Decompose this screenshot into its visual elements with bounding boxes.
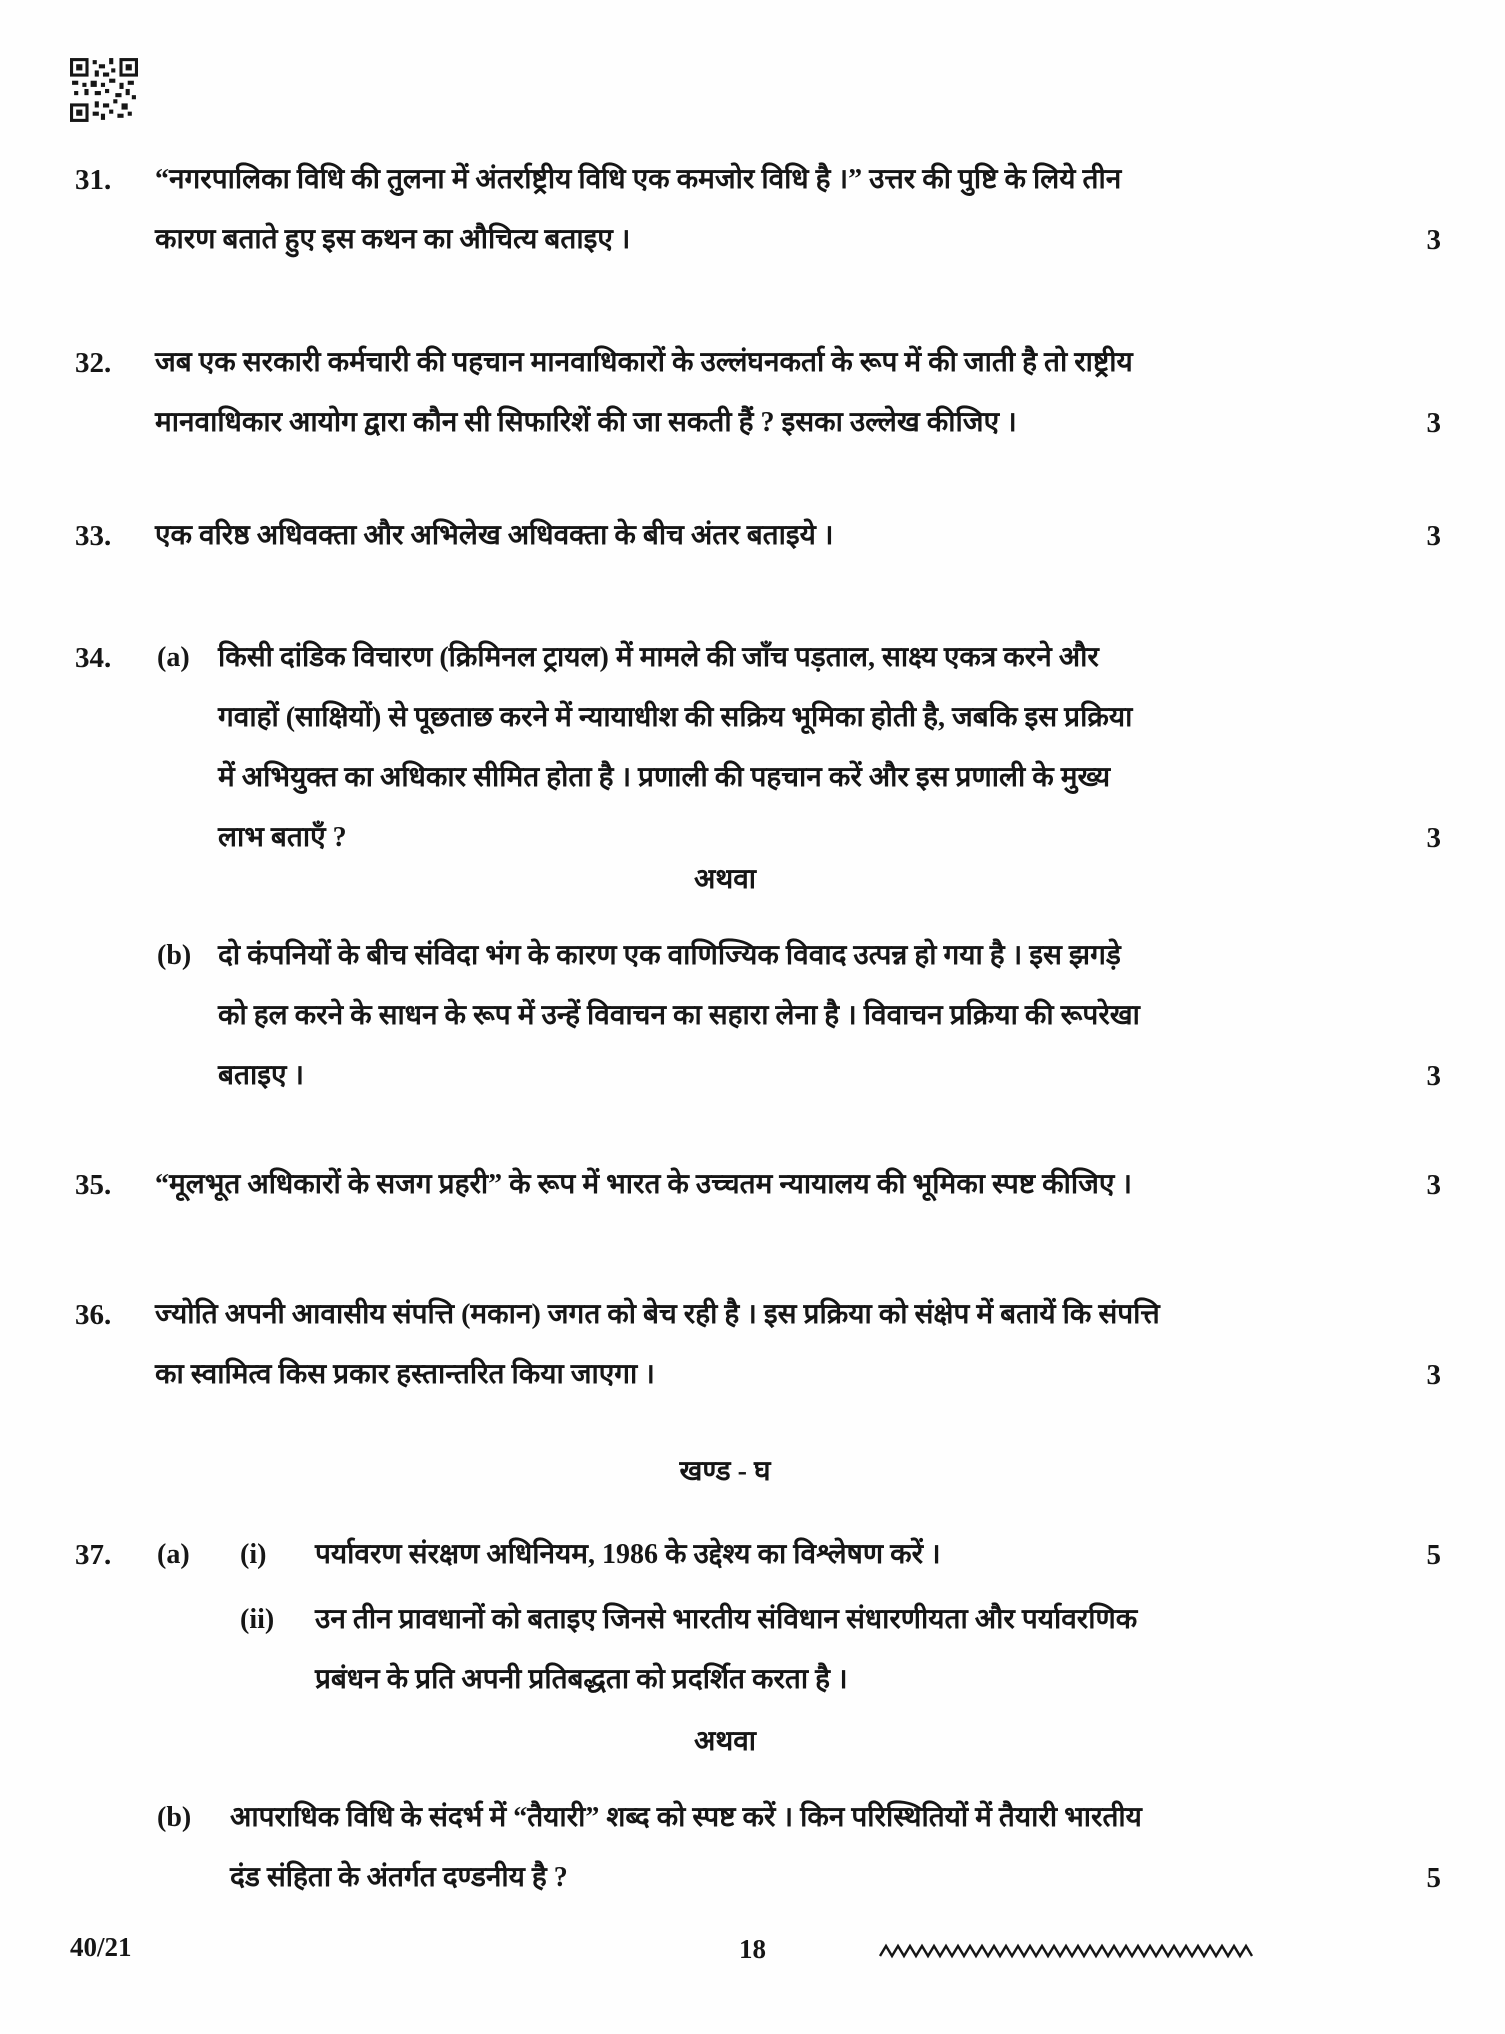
- question-line: मानवाधिकार आयोग द्वारा कौन सी सिफारिशें की जा सकती हैं ? इसका उल्लेख कीजिए ।: [155, 407, 1017, 438]
- question-line: “नगरपालिका विधि की तुलना में अंतर्राष्ट्रीय विधि एक कमजोर विधि है ।” उत्तर की पुष्टि के लिये तीन: [155, 164, 1122, 195]
- footer-scribble-line: [878, 1942, 1262, 1960]
- question-37ai: [0, 1525, 1505, 1585]
- marks-value: 5: [1426, 1539, 1441, 1571]
- part-label: (a): [157, 1539, 190, 1570]
- question-34a: [0, 628, 1505, 868]
- marks-value: 3: [1426, 520, 1441, 552]
- question-line: प्रबंधन के प्रति अपनी प्रतिबद्धता को प्रदर्शित करता है ।: [315, 1664, 848, 1695]
- part-label: (b): [157, 1802, 192, 1833]
- question-line: आपराधिक विधि के संदर्भ में “तैयारी” शब्द को स्पष्ट करें । किन परिस्थितियों में तैयारी भारतीय: [230, 1802, 1142, 1833]
- question-line: में अभियुक्त का अधिकार सीमित होता है । प्रणाली की पहचान करें और इस प्रणाली के मुख्य: [218, 762, 1111, 793]
- question-35: [0, 1155, 1505, 1215]
- question-line: कारण बताते हुए इस कथन का औचित्य बताइए ।: [155, 224, 631, 255]
- question-number: 31.: [75, 164, 112, 196]
- marks-value: 3: [1426, 407, 1441, 439]
- subpart-label: (i): [240, 1539, 267, 1570]
- question-line: उन तीन प्रावधानों को बताइए जिनसे भारतीय संविधान संधारणीयता और पर्यावरणिक: [315, 1604, 1138, 1635]
- question-line: एक वरिष्ठ अधिवक्ता और अभिलेख अधिवक्ता के बीच अंतर बताइये ।: [155, 520, 834, 551]
- marks-value: 3: [1426, 1060, 1441, 1092]
- question-34b: [0, 926, 1505, 1106]
- question-line: दो कंपनियों के बीच संविदा भंग के कारण एक वाणिज्यिक विवाद उत्पन्न हो गया है । इस झगड़े: [218, 940, 1121, 971]
- or-separator: अथवा: [693, 1726, 757, 1757]
- subpart-label: (ii): [240, 1604, 275, 1635]
- question-37aii: [0, 1590, 1505, 1710]
- footer-page-number: 18: [739, 1934, 766, 1964]
- question-number: 32.: [75, 347, 112, 379]
- question-line: गवाहों (साक्षियों) से पूछताछ करने में न्यायाधीश की सक्रिय भूमिका होती है, जबकि इस प्रक्रिया: [218, 702, 1133, 733]
- or-separator: अथवा: [693, 864, 757, 895]
- question-line: का स्वामित्व किस प्रकार हस्तान्तरित किया जाएगा ।: [155, 1359, 655, 1390]
- question-number: 37.: [75, 1539, 112, 1571]
- marks-value: 3: [1426, 224, 1441, 256]
- part-label: (a): [157, 642, 190, 673]
- qr-code: [70, 58, 138, 122]
- footer-paper-code: 40/21: [70, 1932, 132, 1962]
- question-line: बताइए ।: [218, 1060, 305, 1091]
- question-31: [0, 150, 1505, 270]
- question-line: पर्यावरण संरक्षण अधिनियम, 1986 के उद्देश्य का विश्लेषण करें ।: [315, 1539, 941, 1570]
- part-label: (b): [157, 940, 192, 971]
- question-number: 35.: [75, 1169, 112, 1201]
- question-line: को हल करने के साधन के रूप में उन्हें विवाचन का सहारा लेना है । विवाचन प्रक्रिया की रूपरेखा: [218, 1000, 1140, 1031]
- marks-value: 5: [1426, 1862, 1441, 1894]
- question-32: [0, 333, 1505, 453]
- question-line: ज्योति अपनी आवासीय संपत्ति (मकान) जगत को बेच रही है । इस प्रक्रिया को संक्षेप में बतायें कि संपत्ति: [155, 1299, 1160, 1330]
- question-line: जब एक सरकारी कर्मचारी की पहचान मानवाधिकारों के उल्लंघनकर्ता के रूप में की जाती है तो राष्ट्रीय: [155, 347, 1133, 378]
- question-37b: [0, 1788, 1505, 1908]
- question-line: किसी दांडिक विचारण (क्रिमिनल ट्रायल) में मामले की जाँच पड़ताल, साक्ष्य एकत्र करने और: [218, 642, 1099, 673]
- question-number: 33.: [75, 520, 112, 552]
- question-line: दंड संहिता के अंतर्गत दण्डनीय है ?: [230, 1862, 568, 1893]
- section-heading: खण्ड - घ: [679, 1456, 771, 1487]
- marks-value: 3: [1426, 822, 1441, 854]
- question-line: लाभ बताएँ ?: [218, 822, 347, 853]
- question-33: [0, 506, 1505, 566]
- marks-value: 3: [1426, 1359, 1441, 1391]
- question-line: “मूलभूत अधिकारों के सजग प्रहरी” के रूप में भारत के उच्चतम न्यायालय की भूमिका स्पष्ट कीजिए ।: [155, 1169, 1133, 1200]
- question-number: 36.: [75, 1299, 112, 1331]
- question-number: 34.: [75, 642, 112, 674]
- question-36: [0, 1285, 1505, 1405]
- marks-value: 3: [1426, 1169, 1441, 1201]
